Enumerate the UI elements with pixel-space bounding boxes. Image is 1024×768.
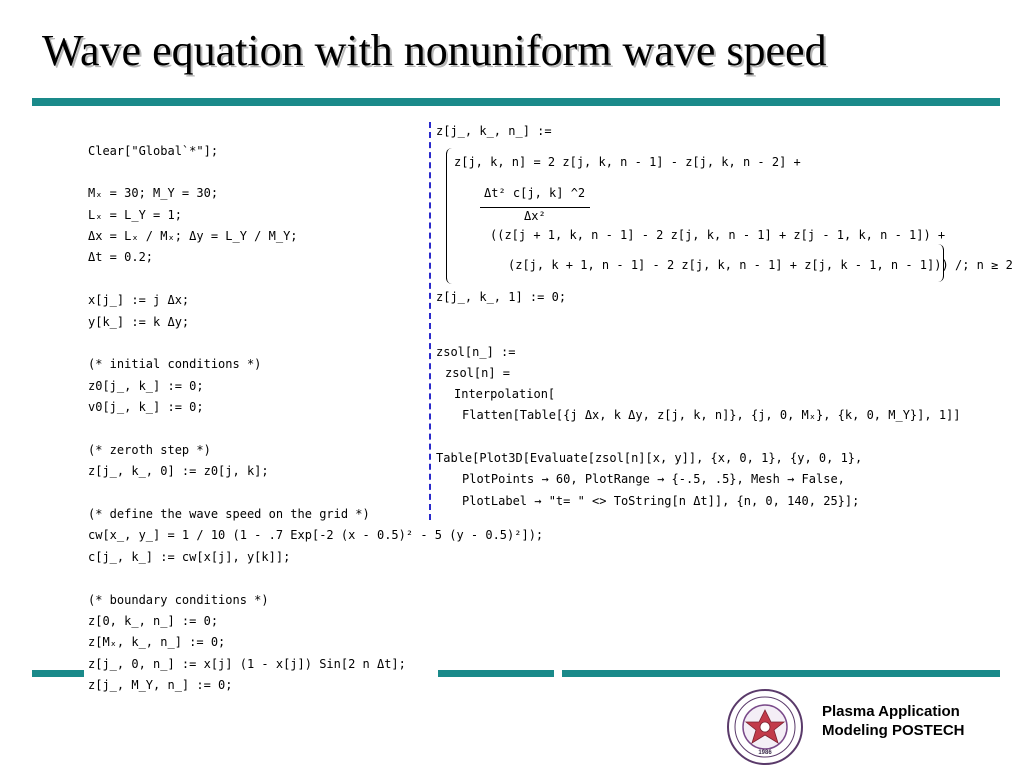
code-boundary-4: z[j_, M_Y, n_] := 0; [88,678,233,692]
code-initial-z0: z0[j_, k_] := 0; [88,379,204,393]
code-comment-initial: (* initial conditions *) [88,357,262,371]
bottom-divider-left [32,670,84,677]
code-y-laplacian: (z[j, k + 1, n - 1] - 2 z[j, k, n - 1] + z[j, k - 1, n - 1])) [508,258,949,272]
code-x-grid: x[j_] := j Δx; [88,293,190,307]
code-speed-grid: c[j_, k_] := cw[x[j], y[k]]; [88,550,291,564]
footer-line-2: Modeling POSTECH [822,722,965,739]
footer-text [822,702,965,740]
code-fraction-numerator: Δt² c[j, k] ^2 [484,186,586,200]
code-clear: Clear["Global`*"]; [88,144,219,158]
code-comment-zeroth: (* zeroth step *) [88,443,211,457]
bottom-divider-right [562,670,1000,677]
code-y-grid: y[k_] := k Δy; [88,315,190,329]
code-zeroth-step: z[j_, k_, 0] := z0[j, k]; [88,464,269,478]
dashed-divider [429,122,431,520]
code-first-step: z[j_, k_, 1] := 0; [436,290,567,304]
top-divider [32,98,1000,106]
code-plot-table-2: PlotPoints → 60, PlotRange → {-.5, .5}, Mesh → False, [462,472,845,486]
code-flatten-table: Flatten[Table[{j Δx, k Δy, z[j, k, n]}, {j, 0, Mₓ}, {k, 0, M_Y}], 1]] [462,408,961,422]
seal-year: 1986 [758,750,772,756]
code-boundary-1: z[0, k_, n_] := 0; [88,614,219,628]
code-zsol-memo: zsol[n] = [445,366,511,380]
code-initial-v0: v0[j_, k_] := 0; [88,400,204,414]
code-plot-table-3: PlotLabel → "t= " <> ToString[n Δt]], {n, 0, 140, 25}]; [462,494,860,508]
code-zsol-definition: zsol[n_] := [436,345,516,359]
footer-line-1: Plasma Application [822,703,960,720]
close-paren [935,244,944,282]
code-comment-boundary: (* boundary conditions *) [88,593,269,607]
fraction-bar [480,207,590,208]
slide-title: Wave equation with nonuniform wave speed [42,26,827,75]
code-domain-length: Lₓ = L_Y = 1; [88,208,182,222]
university-seal-icon [726,688,804,766]
code-grid-size: Mₓ = 30; M_Y = 30; [88,186,219,200]
code-time-step: Δt = 0.2; [88,250,154,264]
code-z-definition: z[j_, k_, n_] := [436,124,552,138]
bottom-divider-middle [438,670,554,677]
code-condition: /; n ≥ 2 [955,258,1013,272]
code-boundary-2: z[Mₓ, k_, n_] := 0; [88,635,226,649]
code-x-laplacian: ((z[j + 1, k, n - 1] - 2 z[j, k, n - 1] + z[j - 1, k, n - 1]) + [490,228,946,242]
code-boundary-3: z[j_, 0, n_] := x[j] (1 - x[j]) Sin[2 n Δt]; [88,657,406,671]
code-interpolation: Interpolation[ [454,387,556,401]
code-wave-speed: cw[x_, y_] = 1 / 10 (1 - .7 Exp[-2 (x - 0.5)² - 5 (y - 0.5)²]); [88,528,544,542]
code-comment-speed: (* define the wave speed on the grid *) [88,507,370,521]
code-z-update: z[j, k, n] = 2 z[j, k, n - 1] - z[j, k, n - 2] + [454,155,801,169]
code-fraction-denominator: Δx² [524,209,546,223]
code-grid-spacing: Δx = Lₓ / Mₓ; Δy = L_Y / M_Y; [88,229,298,243]
code-plot-table-1: Table[Plot3D[Evaluate[zsol[n][x, y]], {x, 0, 1}, {y, 0, 1}, [436,451,863,465]
